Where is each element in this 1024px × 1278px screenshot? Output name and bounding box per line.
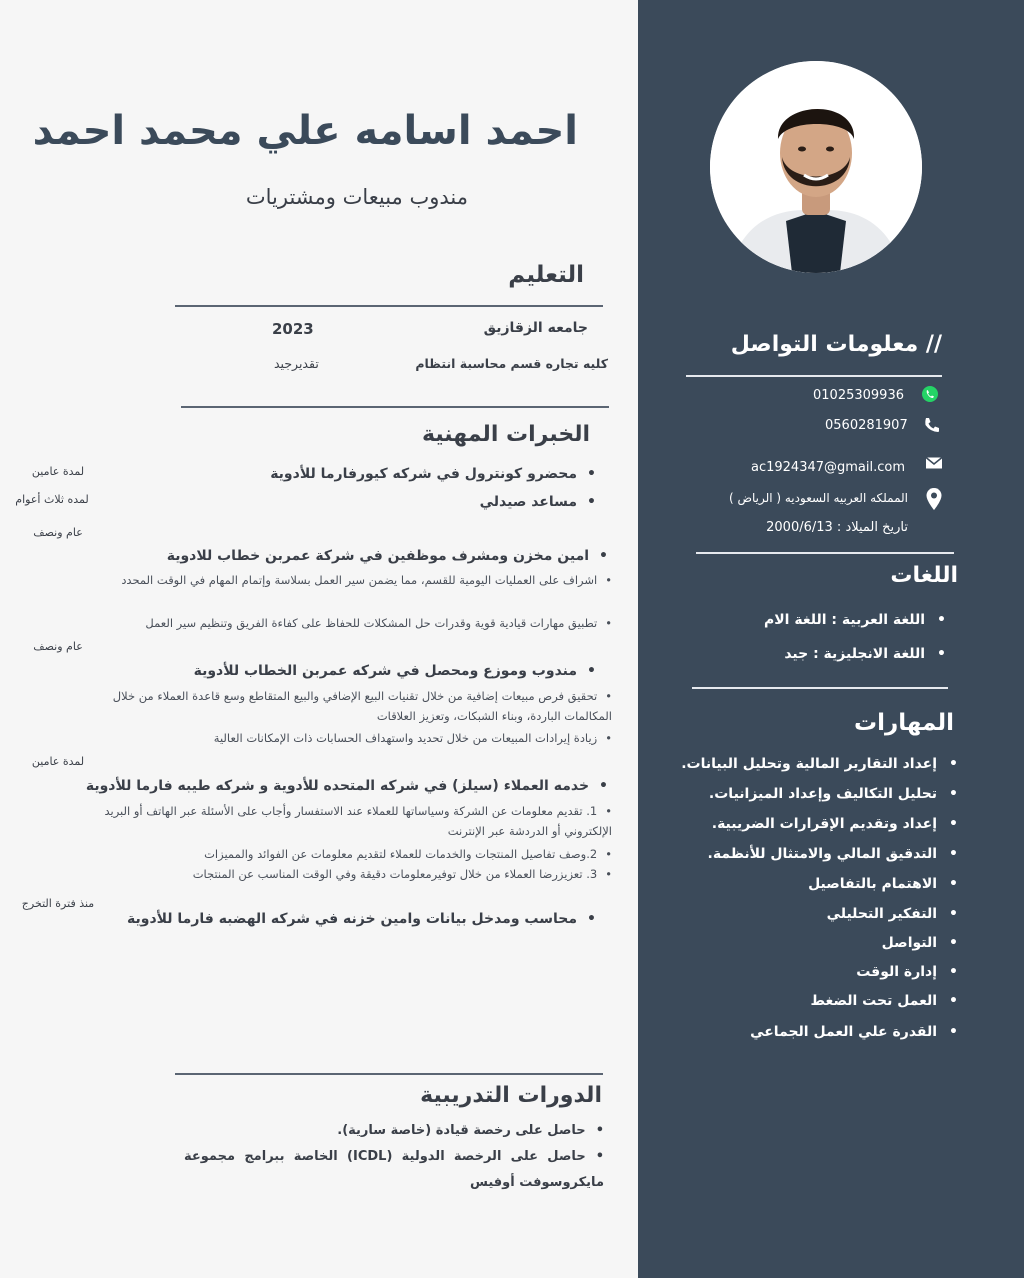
skill-item: • التدقيق المالي والامتثال للأنظمة. xyxy=(648,846,958,862)
university-name: جامعه الزقازيق xyxy=(483,320,588,336)
grade: تقديرجيد xyxy=(274,356,319,371)
candidate-name: احمد اسامه علي محمد احمد xyxy=(32,108,578,154)
profile-photo-image xyxy=(710,61,922,273)
courses-title: الدورات التدريبية xyxy=(420,1083,602,1108)
experience-duration: لمدة عامين xyxy=(31,755,85,768)
experience-duration: لمدة عامين xyxy=(31,465,85,478)
experience-divider xyxy=(181,406,609,408)
experience-detail: •تطبيق مهارات قيادية قوية وقدرات حل المشكلات للحفاظ على كفاءة الفريق وتنظيم سير العمل xyxy=(145,616,612,630)
contact-title: // معلومات التواصل xyxy=(730,332,942,357)
skill-item: • الاهتمام بالتفاصيل xyxy=(658,876,958,892)
skill-item: • إعداد التقارير المالية وتحليل البيانات. xyxy=(658,756,958,772)
profile-photo xyxy=(710,61,922,273)
experience-item: • امين مخزن ومشرف موظفين في شركة عمربن خطاب للادوية xyxy=(48,548,608,564)
experience-title: الخبرات المهنية xyxy=(421,422,590,447)
languages-divider xyxy=(696,552,954,554)
skill-item: • التفكير التحليلي xyxy=(658,906,958,922)
experience-item: • مساعد صيدلي xyxy=(36,494,596,510)
email-icon xyxy=(925,454,943,472)
skill-item: • تحليل التكاليف وإعداد الميزانيات. xyxy=(658,786,958,802)
language-item: • اللغة العربية : اللغة الام xyxy=(666,612,946,628)
course-item: •حاصل على الرخصة الدولية (ICDL) الخاصة ببرامج مجموعة مايكروسوفت أوفيس xyxy=(184,1149,605,1190)
experience-item: • مندوب وموزع ومحصل في شركه عمربن الخطاب للأدوية xyxy=(36,663,596,679)
education-title: التعليم xyxy=(508,262,584,288)
experience-detail: •2.وصف تفاصيل المنتجات والخدمات للعملاء لتقديم معلومات عن الفوائد والمميزات xyxy=(204,847,612,861)
experience-detail: •3. تعزيزرضا العملاء من خلال توفيرمعلومات دقيقة وفي الوقت المناسب عن المنتجات xyxy=(192,867,612,881)
job-title: مندوب مبيعات ومشتريات xyxy=(245,185,468,209)
skills-divider xyxy=(692,687,948,689)
skill-item: • التواصل xyxy=(658,935,958,951)
languages-title: اللغات xyxy=(890,563,958,588)
email-address[interactable]: ac1924347@gmail.com xyxy=(751,460,906,475)
language-item: • اللغة الانجليزية : جيد xyxy=(666,646,946,662)
skill-item: • إدارة الوقت xyxy=(658,964,958,980)
contact-divider xyxy=(686,375,942,377)
experience-detail: •اشراف على العمليات اليومية للقسم، مما يضمن سير العمل بسلاسة وإتمام المهام في الوقت المحدد xyxy=(121,573,612,587)
experience-item: • خدمه العملاء (سيلز) في شركه المتحده للأدوية و شركه طيبه فارما للأدوية xyxy=(38,778,608,794)
experience-item: • محضرو كونترول في شركه كيورفارما للأدوية xyxy=(36,466,596,482)
skill-item: • القدرة علي العمل الجماعي xyxy=(658,1024,958,1040)
birth-date: تاريخ الميلاد : 2000/6/13 xyxy=(766,520,908,535)
skills-title: المهارات xyxy=(854,710,954,736)
whatsapp-icon xyxy=(921,385,939,403)
sidebar xyxy=(638,0,1024,1278)
experience-detail: •زيادة إيرادات المبيعات من خلال تحديد واستهداف الحسابات ذات الإمكانات العالية xyxy=(213,731,612,745)
education-divider xyxy=(175,305,603,307)
phone-icon xyxy=(923,416,941,434)
whatsapp-number[interactable]: 01025309936 xyxy=(813,388,904,403)
skill-item: • إعداد وتقديم الإقرارات الضريبية. xyxy=(658,816,958,832)
experience-duration: عام ونصف xyxy=(33,640,83,653)
courses-divider xyxy=(175,1073,603,1075)
course-item: •حاصل على رخصة قيادة (خاصة سارية). xyxy=(337,1123,604,1138)
skill-item: • العمل تحت الضغط xyxy=(658,993,958,1009)
experience-duration: عام ونصف xyxy=(33,526,83,539)
experience-item: • محاسب ومدخل بيانات وامين خزنه في شركه الهضبه فارما للأدوية xyxy=(36,911,596,927)
experience-detail: •تحقيق فرص مبيعات إضافية من خلال تقنيات البيع الإضافي والبيع المتقاطع وسع قاعدة العملاء من خلال المكالمات الباردة، وبناء الشبكات، وتعزيز العلاقات xyxy=(112,689,612,723)
phone-number[interactable]: 0560281907 xyxy=(825,418,908,433)
location: المملكه العربيه السعوديه ( الرياض ) xyxy=(728,491,908,505)
experience-duration: لمده ثلاث أعوام xyxy=(15,493,89,506)
experience-duration: منذ فترة التخرج xyxy=(21,897,95,910)
graduation-year: 2023 xyxy=(272,320,314,338)
faculty-name: كليه تجاره قسم محاسبة انتظام xyxy=(415,356,608,371)
location-pin-icon xyxy=(925,487,943,511)
experience-detail: •1. تقديم معلومات عن الشركة وسياساتها للعملاء عند الاستفسار وأجاب على الأسئلة عبر الهاتف أو البريد الإلكتروني أو الدردشة عبر الإنترنت xyxy=(104,804,612,838)
